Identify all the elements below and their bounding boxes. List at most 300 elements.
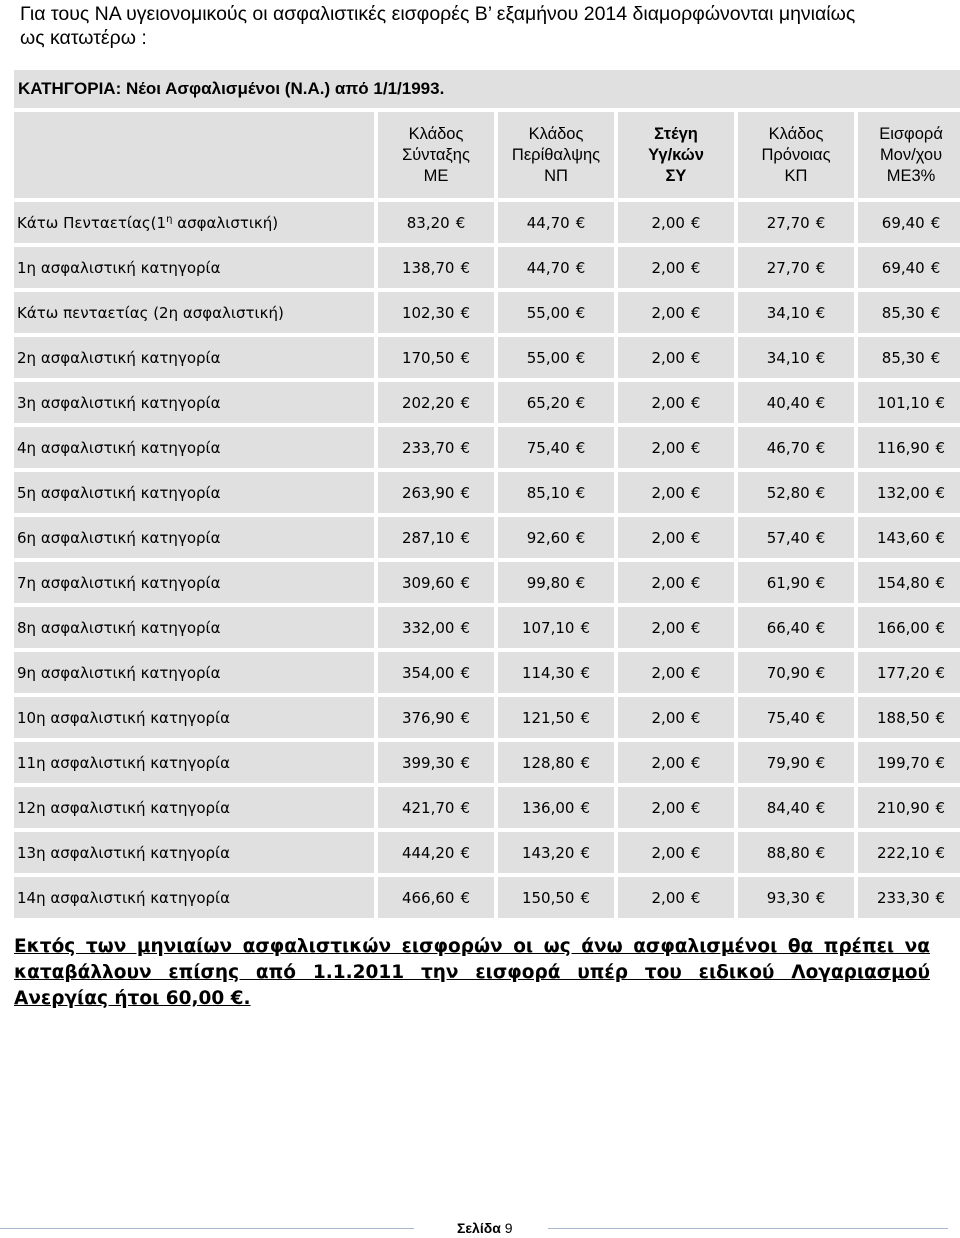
euro-symbol: €: [690, 798, 701, 817]
header-line: Κλάδος: [768, 124, 824, 143]
value-text: 116,90: [877, 438, 930, 457]
euro-symbol: €: [580, 708, 591, 727]
euro-symbol: €: [460, 258, 471, 277]
euro-symbol: €: [575, 213, 586, 232]
value-cell: [738, 697, 854, 738]
euro-symbol: €: [690, 348, 701, 367]
euro-symbol: €: [575, 393, 586, 412]
value-text: 143,20: [521, 843, 575, 862]
table-row: [14, 292, 960, 333]
value-text: 143,60: [877, 528, 930, 547]
value-text: 46,70: [766, 438, 810, 457]
value-cell: [858, 562, 960, 603]
value-cell: [858, 202, 960, 243]
header-line: Κλάδος: [528, 124, 584, 143]
value-text: 55,00: [526, 348, 570, 367]
value-cell: [738, 832, 854, 873]
value-text: 52,80: [766, 483, 810, 502]
table-row: [14, 787, 960, 828]
euro-symbol: €: [930, 348, 941, 367]
euro-symbol: €: [815, 798, 826, 817]
euro-symbol: €: [460, 663, 471, 682]
value-cell: [618, 832, 734, 873]
table-row: [14, 382, 960, 423]
value-text: 2,00: [651, 573, 685, 592]
euro-symbol: €: [935, 573, 946, 592]
value-text: 55,00: [526, 303, 570, 322]
page-footer: [457, 1220, 513, 1236]
euro-symbol: €: [690, 663, 701, 682]
euro-symbol: €: [935, 393, 946, 412]
euro-symbol: €: [935, 888, 946, 907]
page-number: 9: [504, 1220, 513, 1236]
value-cell: [498, 427, 614, 468]
value-text: 354,00: [401, 663, 455, 682]
value-cell: [618, 202, 734, 243]
value-text: 75,40: [526, 438, 570, 457]
value-cell: [378, 787, 494, 828]
value-text: 309,60: [401, 573, 455, 592]
value-text: 2,00: [651, 348, 685, 367]
header-empty-cell: [14, 112, 374, 198]
euro-symbol: €: [815, 528, 826, 547]
value-text: 154,80: [877, 573, 930, 592]
euro-symbol: €: [575, 258, 586, 277]
value-text: 114,30: [521, 663, 575, 682]
value-text: 65,20: [526, 393, 570, 412]
row-label: 9η ασφαλιστική κατηγορία: [14, 652, 374, 693]
value-cell: [378, 562, 494, 603]
row-label: [14, 202, 374, 243]
row-label: 1η ασφαλιστική κατηγορία: [14, 247, 374, 288]
table-row: [14, 562, 960, 603]
euro-symbol: €: [815, 663, 826, 682]
table-title: ΚΑΤΗΓΟΡΙΑ: Νέοι Ασφαλισμένοι (Ν.Α.) από 1/1/1993.: [14, 70, 960, 108]
value-cell: [738, 247, 854, 288]
value-cell: [378, 832, 494, 873]
euro-symbol: €: [690, 393, 701, 412]
euro-symbol: €: [580, 843, 591, 862]
value-text: 121,50: [521, 708, 575, 727]
value-cell: [498, 382, 614, 423]
value-text: 444,20: [401, 843, 455, 862]
value-text: 2,00: [651, 213, 685, 232]
header-line: Υγ/κών: [648, 145, 704, 164]
euro-symbol: €: [935, 528, 946, 547]
value-cell: [618, 607, 734, 648]
euro-symbol: €: [575, 438, 586, 457]
value-cell: [498, 832, 614, 873]
header-line: Πρόνοιας: [761, 145, 831, 164]
value-cell: [738, 742, 854, 783]
table-row: [14, 337, 960, 378]
unemployment-contribution-note: Εκτός των μηνιαίων ασφαλιστικών εισφορών οι ως άνω ασφαλισμένοι θα πρέπει να καταβάλλουν επίσης από 1.1.2011 την εισφορά υπέρ του ειδικού Λογαριασμού Ανεργίας ήτοι 60,00 €.: [14, 936, 930, 1009]
euro-symbol: €: [815, 213, 826, 232]
value-cell: [618, 337, 734, 378]
euro-symbol: €: [690, 753, 701, 772]
row-label: 14η ασφαλιστική κατηγορία: [14, 877, 374, 918]
value-cell: [378, 877, 494, 918]
value-text: 93,30: [766, 888, 810, 907]
value-text: 132,00: [877, 483, 930, 502]
value-cell: [738, 292, 854, 333]
table-row: [14, 652, 960, 693]
value-cell: [618, 517, 734, 558]
euro-symbol: €: [935, 708, 946, 727]
row-label: 2η ασφαλιστική κατηγορία: [14, 337, 374, 378]
value-cell: [498, 787, 614, 828]
value-text: 222,10: [877, 843, 930, 862]
euro-symbol: €: [690, 618, 701, 637]
row-label: 6η ασφαλιστική κατηγορία: [14, 517, 374, 558]
header-line: ΚΠ: [784, 166, 808, 185]
value-cell: [378, 607, 494, 648]
value-text: 2,00: [651, 393, 685, 412]
euro-symbol: €: [460, 573, 471, 592]
value-cell: [378, 472, 494, 513]
value-text: 70,90: [766, 663, 810, 682]
euro-symbol: €: [815, 708, 826, 727]
header-line: ΜΕ: [423, 166, 449, 185]
value-text: 376,90: [401, 708, 455, 727]
value-text: 150,50: [521, 888, 575, 907]
euro-symbol: €: [460, 708, 471, 727]
value-cell: [498, 472, 614, 513]
value-text: 85,10: [526, 483, 570, 502]
value-text: 466,60: [401, 888, 455, 907]
euro-symbol: €: [460, 798, 471, 817]
value-cell: [738, 877, 854, 918]
euro-symbol: €: [575, 303, 586, 322]
value-cell: [378, 247, 494, 288]
value-cell: [618, 652, 734, 693]
euro-symbol: €: [690, 888, 701, 907]
header-line: Εισφορά: [879, 124, 943, 143]
euro-symbol: €: [815, 258, 826, 277]
euro-symbol: €: [460, 528, 471, 547]
header-welfare: [738, 112, 854, 198]
euro-symbol: €: [690, 573, 701, 592]
euro-symbol: €: [690, 708, 701, 727]
euro-symbol: €: [580, 618, 591, 637]
value-cell: [618, 787, 734, 828]
euro-symbol: €: [690, 258, 701, 277]
value-cell: [618, 427, 734, 468]
value-cell: [498, 337, 614, 378]
value-cell: [618, 247, 734, 288]
table-row: [14, 202, 960, 243]
value-text: 399,30: [401, 753, 455, 772]
value-text: 2,00: [651, 303, 685, 322]
table-row: [14, 247, 960, 288]
value-cell: [618, 382, 734, 423]
value-text: 2,00: [651, 843, 685, 862]
euro-symbol: €: [815, 888, 826, 907]
euro-symbol: €: [460, 843, 471, 862]
value-text: 2,00: [651, 528, 685, 547]
euro-symbol: €: [935, 753, 946, 772]
value-cell: [498, 292, 614, 333]
value-text: 233,30: [877, 888, 930, 907]
euro-symbol: €: [815, 393, 826, 412]
value-cell: [738, 382, 854, 423]
footer-rule-right: [548, 1228, 948, 1229]
value-text: 75,40: [766, 708, 810, 727]
euro-symbol: €: [580, 753, 591, 772]
euro-symbol: €: [575, 573, 586, 592]
contributions-table: [10, 66, 960, 922]
value-text: 44,70: [526, 258, 570, 277]
value-cell: [858, 292, 960, 333]
value-cell: [858, 382, 960, 423]
row-label: 13η ασφαλιστική κατηγορία: [14, 832, 374, 873]
value-cell: [618, 562, 734, 603]
value-cell: [738, 202, 854, 243]
value-cell: [378, 202, 494, 243]
value-text: 2,00: [651, 483, 685, 502]
value-text: 66,40: [766, 618, 810, 637]
header-line: Σύνταξης: [402, 145, 470, 164]
value-text: 44,70: [526, 213, 570, 232]
value-cell: [378, 742, 494, 783]
value-cell: [378, 697, 494, 738]
value-cell: [618, 742, 734, 783]
value-text: 138,70: [401, 258, 455, 277]
euro-symbol: €: [460, 753, 471, 772]
value-cell: [738, 562, 854, 603]
header-line: Περίθαλψης: [511, 145, 601, 164]
value-cell: [858, 517, 960, 558]
value-text: 69,40: [881, 213, 925, 232]
value-text: 2,00: [651, 663, 685, 682]
euro-symbol: €: [460, 888, 471, 907]
euro-symbol: €: [690, 213, 701, 232]
euro-symbol: €: [935, 843, 946, 862]
value-text: 88,80: [766, 843, 810, 862]
row-label: 8η ασφαλιστική κατηγορία: [14, 607, 374, 648]
value-cell: [618, 292, 734, 333]
header-row: [14, 112, 960, 198]
value-text: 2,00: [651, 258, 685, 277]
value-text: 210,90: [877, 798, 930, 817]
value-cell: [378, 292, 494, 333]
header-line: Στέγη: [654, 124, 698, 143]
value-text: 85,30: [881, 303, 925, 322]
table-row: [14, 697, 960, 738]
euro-symbol: €: [815, 573, 826, 592]
value-cell: [858, 427, 960, 468]
value-text: 27,70: [766, 213, 810, 232]
header-monthly-contribution: [858, 112, 960, 198]
table-row: [14, 832, 960, 873]
row-label-text: ασφαλιστική): [172, 213, 279, 232]
euro-symbol: €: [580, 888, 591, 907]
value-text: 99,80: [526, 573, 570, 592]
value-cell: [378, 517, 494, 558]
table-row: [14, 877, 960, 918]
value-cell: [498, 607, 614, 648]
value-cell: [498, 697, 614, 738]
value-text: 61,90: [766, 573, 810, 592]
value-cell: [618, 697, 734, 738]
value-cell: [738, 427, 854, 468]
euro-symbol: €: [815, 618, 826, 637]
header-line: Μον/χου: [879, 145, 943, 164]
value-text: 107,10: [521, 618, 575, 637]
value-text: 263,90: [401, 483, 455, 502]
value-cell: [858, 877, 960, 918]
value-text: 85,30: [881, 348, 925, 367]
euro-symbol: €: [460, 483, 471, 502]
value-text: 27,70: [766, 258, 810, 277]
euro-symbol: €: [935, 483, 946, 502]
euro-symbol: €: [815, 753, 826, 772]
value-cell: [498, 742, 614, 783]
value-cell: [738, 607, 854, 648]
value-text: 34,10: [766, 303, 810, 322]
value-text: 83,20: [406, 213, 450, 232]
value-cell: [738, 652, 854, 693]
value-text: 233,70: [401, 438, 455, 457]
row-label: Κάτω πενταετίας (2η ασφαλιστική): [14, 292, 374, 333]
row-label: 12η ασφαλιστική κατηγορία: [14, 787, 374, 828]
euro-symbol: €: [930, 213, 941, 232]
value-text: 69,40: [881, 258, 925, 277]
value-cell: [618, 472, 734, 513]
value-text: 332,00: [401, 618, 455, 637]
euro-symbol: €: [460, 348, 471, 367]
value-cell: [738, 787, 854, 828]
value-text: 34,10: [766, 348, 810, 367]
header-line: Κλάδος: [408, 124, 464, 143]
euro-symbol: €: [460, 438, 471, 457]
value-text: 202,20: [401, 393, 455, 412]
value-cell: [498, 517, 614, 558]
header-pension: [378, 112, 494, 198]
euro-symbol: €: [815, 483, 826, 502]
value-cell: [858, 742, 960, 783]
row-label: 4η ασφαλιστική κατηγορία: [14, 427, 374, 468]
value-text: 170,50: [401, 348, 455, 367]
euro-symbol: €: [935, 438, 946, 457]
table-row: [14, 427, 960, 468]
value-cell: [498, 562, 614, 603]
row-label-superscript: η: [166, 213, 173, 225]
value-cell: [858, 652, 960, 693]
value-cell: [858, 832, 960, 873]
euro-symbol: €: [815, 438, 826, 457]
value-text: 166,00: [877, 618, 930, 637]
value-cell: [738, 472, 854, 513]
value-cell: [498, 202, 614, 243]
value-cell: [738, 337, 854, 378]
footer-rule-left: [0, 1228, 414, 1229]
value-text: 188,50: [877, 708, 930, 727]
euro-symbol: €: [815, 843, 826, 862]
value-cell: [378, 652, 494, 693]
value-text: 177,20: [877, 663, 930, 682]
euro-symbol: €: [460, 393, 471, 412]
row-label: 10η ασφαλιστική κατηγορία: [14, 697, 374, 738]
euro-symbol: €: [935, 798, 946, 817]
euro-symbol: €: [455, 213, 466, 232]
value-cell: [378, 382, 494, 423]
value-text: 102,30: [401, 303, 455, 322]
value-text: 2,00: [651, 708, 685, 727]
value-cell: [858, 607, 960, 648]
intro-paragraph: [20, 2, 940, 50]
value-text: 101,10: [877, 393, 930, 412]
euro-symbol: €: [460, 303, 471, 322]
euro-symbol: €: [690, 843, 701, 862]
value-text: 57,40: [766, 528, 810, 547]
euro-symbol: €: [690, 438, 701, 457]
euro-symbol: €: [460, 618, 471, 637]
value-cell: [378, 427, 494, 468]
header-healthcare: [498, 112, 614, 198]
euro-symbol: €: [690, 483, 701, 502]
intro-line-1: Για τους ΝΑ υγειονομικούς οι ασφαλιστικές εισφορές Β’ εξαμήνου 2014 διαμορφώνονται μηνιαίως: [20, 3, 856, 25]
header-line: ΣΥ: [665, 166, 687, 185]
euro-symbol: €: [690, 303, 701, 322]
value-text: 128,80: [521, 753, 575, 772]
euro-symbol: €: [930, 258, 941, 277]
value-text: 421,70: [401, 798, 455, 817]
value-cell: [858, 697, 960, 738]
header-line: ΜΕ3%: [886, 166, 936, 185]
value-text: 136,00: [521, 798, 575, 817]
value-cell: [378, 337, 494, 378]
value-text: 79,90: [766, 753, 810, 772]
value-text: 2,00: [651, 618, 685, 637]
page-label: Σελίδα: [457, 1220, 501, 1236]
value-text: 2,00: [651, 438, 685, 457]
value-cell: [858, 337, 960, 378]
euro-symbol: €: [815, 348, 826, 367]
value-text: 2,00: [651, 888, 685, 907]
header-line: ΝΠ: [544, 166, 568, 185]
value-text: 2,00: [651, 753, 685, 772]
value-cell: [738, 517, 854, 558]
euro-symbol: €: [580, 798, 591, 817]
table-row: [14, 517, 960, 558]
value-text: 84,40: [766, 798, 810, 817]
value-cell: [498, 877, 614, 918]
value-cell: [858, 787, 960, 828]
euro-symbol: €: [935, 663, 946, 682]
value-cell: [498, 652, 614, 693]
row-label-text: Κάτω Πενταετίας(1: [17, 213, 167, 232]
table-row: [14, 472, 960, 513]
euro-symbol: €: [575, 348, 586, 367]
value-cell: [858, 472, 960, 513]
value-text: 92,60: [526, 528, 570, 547]
table-row: [14, 742, 960, 783]
euro-symbol: €: [575, 483, 586, 502]
value-cell: [618, 877, 734, 918]
row-label: 11η ασφαλιστική κατηγορία: [14, 742, 374, 783]
value-text: 2,00: [651, 798, 685, 817]
table-body: [14, 247, 960, 918]
euro-symbol: €: [690, 528, 701, 547]
euro-symbol: €: [930, 303, 941, 322]
euro-symbol: €: [815, 303, 826, 322]
header-housing: [618, 112, 734, 198]
value-text: 40,40: [766, 393, 810, 412]
row-label: 5η ασφαλιστική κατηγορία: [14, 472, 374, 513]
value-text: 199,70: [877, 753, 930, 772]
value-text: 287,10: [401, 528, 455, 547]
